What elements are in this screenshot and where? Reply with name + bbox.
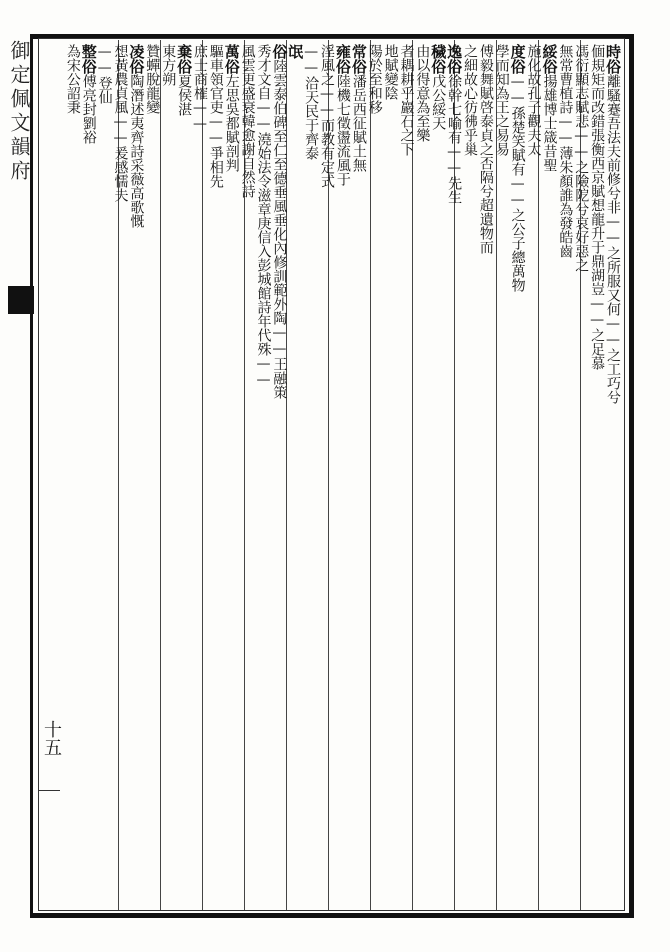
entry-heading: 綏俗 (540, 44, 559, 74)
entry-heading: 逸俗 (445, 44, 464, 74)
entry-text: 潘岳西征賦土無 (350, 74, 367, 172)
text-column (366, 44, 382, 910)
text-column (541, 44, 557, 910)
text-column (143, 44, 159, 910)
entry-text: 無常曹植詩——薄朱顏誰為發皓齒 (557, 44, 574, 258)
entry-heading: 時俗 (603, 44, 622, 74)
text-column (96, 44, 112, 910)
fishtail-mark (8, 286, 34, 314)
text-column (509, 44, 525, 910)
entry-heading: 雍俗 (333, 44, 352, 74)
text-column (112, 44, 128, 910)
entry-text: 想黃農貞風——爰感懦夫 (112, 44, 129, 202)
entry-text: 秀才文自——澆始法令滋章庚信入彭城館詩年代殊—— (255, 44, 272, 388)
entry-text: 東方朔 (160, 44, 177, 86)
entry-text: 陶潛述夷齊詩采薇高歌慨 (128, 74, 145, 228)
entry-text: 者耦耕乎巖石之下 (398, 44, 415, 156)
text-column (191, 44, 207, 910)
text-column (461, 44, 477, 910)
entry-heading: 萬俗 (222, 44, 241, 74)
entry-text: 地賦變陰 (382, 44, 399, 100)
running-title: 御定佩文韻府 (7, 40, 31, 184)
text-column (207, 44, 223, 910)
text-column (271, 44, 287, 910)
entry-heading: 凌俗 (127, 44, 146, 74)
entry-text: 學而知為王之易易 (493, 44, 510, 156)
text-column (302, 44, 318, 910)
entry-text: 陸雲泰伯碑至仁至德垂風垂化內修訓範外陶——王融策 (271, 59, 288, 399)
entry-text: 陽於至和移 (366, 44, 383, 114)
entry-text: 淫風之——而教有定式 (319, 44, 336, 188)
text-column (556, 44, 572, 910)
text-column (588, 44, 604, 910)
entry-text: 陸機七徵盪流風于 (334, 74, 351, 186)
entry-heading: 度俗 (508, 44, 527, 74)
entry-text: 為宋公詔秉 (64, 44, 81, 114)
text-column (445, 44, 464, 910)
entry-text: 之細故心彷彿乎巢 (462, 44, 479, 156)
text-column (223, 44, 239, 910)
entry-text: 徐幹七喻有——先生 (446, 74, 463, 204)
entry-heading: 整俗 (79, 44, 98, 74)
text-column (286, 44, 305, 910)
entry-text: ——洽天民于齊泰 (303, 44, 320, 160)
text-column (477, 44, 493, 910)
entry-text: 左思吳都賦剖判 (223, 74, 240, 172)
entry-text: 施化故孔子觀夫太 (525, 44, 542, 156)
text-column (572, 44, 588, 910)
entry-text: 驅車領官吏——爭相先 (207, 44, 224, 188)
entry-heading: 常俗 (349, 44, 368, 74)
entry-text: 由以得意為至樂 (414, 44, 431, 142)
entry-text: 庶士商榷—— (191, 44, 208, 132)
entry-heading: 穢俗 (429, 44, 448, 74)
entry-heading: 氓 (286, 44, 305, 59)
text-column (382, 44, 398, 910)
text-column (334, 44, 350, 910)
text-column (80, 44, 96, 910)
entry-text: 贊蟬脫龍變 (144, 44, 161, 114)
entry-heading: 俗 (270, 44, 289, 59)
text-column (239, 44, 255, 910)
text-column (493, 44, 509, 910)
entry-text: 戊公綏天 (430, 74, 447, 130)
entry-text: 夏侯湛 (176, 74, 193, 116)
text-column (398, 44, 414, 910)
text-column (604, 44, 620, 910)
entry-text: ——登仙 (96, 44, 113, 104)
entry-text: 傅毅舞賦啓泰貞之否隔兮超遺物而 (477, 44, 494, 254)
text-column (64, 44, 80, 910)
entry-text: 傅亮封劉裕 (80, 74, 97, 144)
entry-text: 風雲更盛衰韓愈謝自然詩 (239, 44, 256, 198)
text-column (525, 44, 541, 910)
text-column (429, 44, 448, 910)
text-column (128, 44, 144, 910)
page-number: 十五 (41, 720, 62, 756)
entry-text: 偭規矩而改錯張衡西京賦想龍升于鼎湖豈——之足慕 (589, 44, 606, 370)
entry-text: 馮衍顯志賦悲——之險阸兮哀好惡之 (573, 44, 590, 272)
entry-text: ——孫楚笑賦有——之公子總萬物 (509, 74, 526, 292)
entry-text: 揚雄博士箴昔聖 (541, 74, 558, 172)
entry-heading: 棄俗 (175, 44, 194, 74)
text-column (255, 44, 271, 910)
entry-text: 離騷蹇吾法夫前修兮非——之所服又何——之工巧兮 (604, 74, 621, 404)
text-column (350, 44, 366, 910)
folio-rule (38, 790, 60, 791)
text-column (318, 44, 334, 910)
text-column (159, 44, 175, 910)
text-column (175, 44, 194, 910)
text-column (413, 44, 429, 910)
